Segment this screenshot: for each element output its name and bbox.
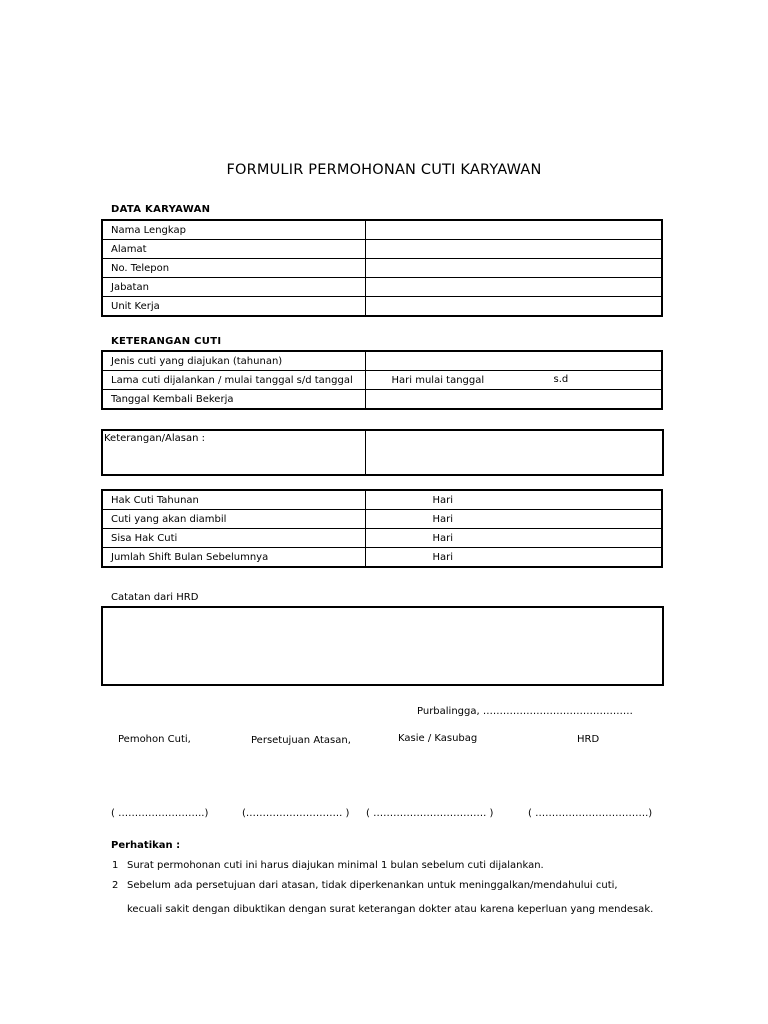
role-hrd: HRD [577,734,600,745]
keterangan-cuti-table [101,350,663,410]
note-continuation: kecuali sakit dengan dibuktikan dengan surat keterangan dokter atau karena keperluan yang mendesak. [127,904,654,915]
sd-label: s.d [553,374,569,385]
signature-blank-atasan: (……………………….. ) [242,808,350,819]
lama-cuti-field[interactable] [365,371,662,390]
row-label: Lama cuti dijalankan / mulai tanggal s/d tanggal [102,371,365,390]
row-label: Hak Cuti Tahunan [102,490,365,510]
row-label: Nama Lengkap [102,220,365,240]
telepon-field[interactable] [365,259,662,278]
row-label: Tanggal Kembali Bekerja [102,390,365,410]
row-label: Unit Kerja [102,297,365,317]
note-number: 1 [112,860,119,871]
unit-label: Hari [432,513,454,525]
table-row [102,548,662,568]
tanggal-kembali-field[interactable] [365,390,662,410]
unit-label: Hari [432,532,454,544]
unit-label: Hari [432,551,454,563]
row-label: Jabatan [102,278,365,297]
jenis-cuti-field[interactable] [365,351,662,371]
note-item: Surat permohonan cuti ini harus diajukan minimal 1 bulan sebelum cuti dijalankan. [127,860,544,871]
note-item: Sebelum ada persetujuan dari atasan, tidak diperkenankan untuk meninggalkan/mendahului cuti, [127,880,618,891]
table-row [102,351,662,371]
keterangan-alasan-label: Keterangan/Alasan : [104,433,206,444]
catatan-hrd-label: Catatan dari HRD [111,592,199,603]
hak-cuti-table [101,489,663,568]
table-row [102,490,662,510]
row-label: Alamat [102,240,365,259]
role-atasan: Persetujuan Atasan, [251,735,351,746]
keterangan-alasan-box [101,429,664,476]
row-label: No. Telepon [102,259,365,278]
jabatan-field[interactable] [365,278,662,297]
row-label: Jumlah Shift Bulan Sebelumnya [102,548,365,568]
table-row [102,529,662,548]
hari-mulai-label: Hari mulai tanggal [391,374,485,386]
role-pemohon: Pemohon Cuti, [118,734,191,745]
unit-kerja-field[interactable] [365,297,662,317]
table-row [102,220,662,240]
perhatikan-heading: Perhatikan : [111,840,181,851]
table-row [102,240,662,259]
cuti-diambil-field[interactable] [365,510,662,529]
role-kasie: Kasie / Kasubag [398,733,478,744]
place-date: Purbalingga, ……………………………………… [417,706,633,717]
row-label: Sisa Hak Cuti [102,529,365,548]
table-row [102,278,662,297]
row-label: Jenis cuti yang diajukan (tahunan) [102,351,365,371]
data-karyawan-table [101,219,663,317]
section-keterangan-cuti: KETERANGAN CUTI [111,336,222,347]
table-row [102,510,662,529]
form-title: FORMULIR PERMOHONAN CUTI KARYAWAN [226,162,542,178]
keterangan-alasan-field[interactable] [366,431,662,474]
unit-label: Hari [432,494,454,506]
table-row [102,259,662,278]
signature-blank-kasie: ( ……………………………. ) [366,808,494,819]
table-row [102,297,662,317]
table-row [102,371,662,390]
alamat-field[interactable] [365,240,662,259]
catatan-hrd-box[interactable] [101,606,664,686]
signature-blank-pemohon: ( ……………………..) [111,808,209,819]
section-data-karyawan: DATA KARYAWAN [111,204,211,215]
note-number: 2 [112,880,119,891]
jumlah-shift-field[interactable] [365,548,662,568]
sisa-cuti-field[interactable] [365,529,662,548]
nama-lengkap-field[interactable] [365,220,662,240]
signature-blank-hrd: ( …………………………….) [528,808,653,819]
hak-cuti-field[interactable] [365,490,662,510]
row-label: Cuti yang akan diambil [102,510,365,529]
table-row [102,390,662,410]
